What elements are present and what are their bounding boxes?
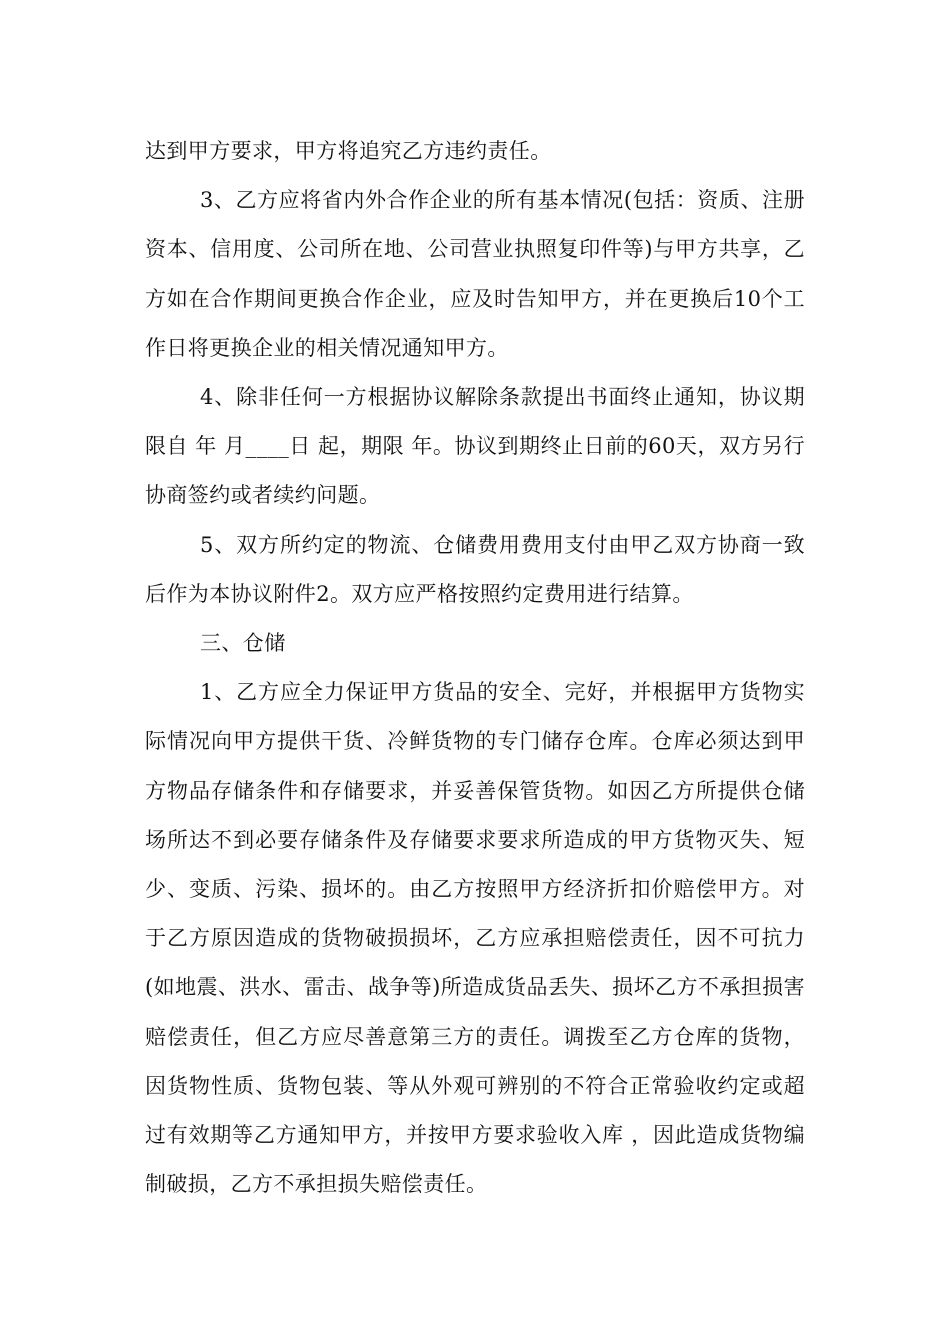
paragraph-storage-clause-1: 1、乙方应全力保证甲方货品的安全、完好，并根据甲方货物实际情况向甲方提供干货、冷鲜货物的专门储存仓库。仓库必须达到甲方物品存储条件和存储要求，并妥善保管货物。如因乙方所提供仓储场所达不到必要存储条件及存储要求要求所造成的甲方货物灭失、短少、变质、污染、损坏的。由乙方按照甲方经济折扣价赔偿甲方。对于乙方原因造成的货物破损损坏，乙方应承担赔偿责任，因不可抗力(如地震、洪水、雷击、战争等)所造成货品丢失、损坏乙方不承担损害赔偿责任，但乙方应尽善意第三方的责任。调拨至乙方仓库的货物，因货物性质、货物包装、等从外观可辨别的不符合正常验收约定或超过有效期等乙方通知甲方，并按甲方要求验收入库 ，因此造成货物编制破损，乙方不承担损失赔偿责任。 [145,680,805,1197]
section-heading-storage: 三、仓储 [200,631,286,656]
paragraph-clause-4: 4、除非任何一方根据协议解除条款提出书面终止通知，协议期限自 年 月____日 起，期限 年。协议到期终止日前的60天，双方另行协商签约或者续约问题。 [145,385,805,508]
paragraph-clause-3: 3、乙方应将省内外合作企业的所有基本情况(包括：资质、注册资本、信用度、公司所在地、公司营业执照复印件等)与甲方共享，乙方如在合作期间更换合作企业，应及时告知甲方，并在更换后10个工作日将更换企业的相关情况通知甲方。 [145,188,805,360]
document-body [145,127,805,1209]
paragraph-clause-5: 5、双方所约定的物流、仓储费用费用支付由甲乙双方协商一致后作为本协议附件2。双方应严格按照约定费用进行结算。 [145,532,805,606]
paragraph-continuation: 达到甲方要求，甲方将追究乙方违约责任。 [145,139,552,163]
